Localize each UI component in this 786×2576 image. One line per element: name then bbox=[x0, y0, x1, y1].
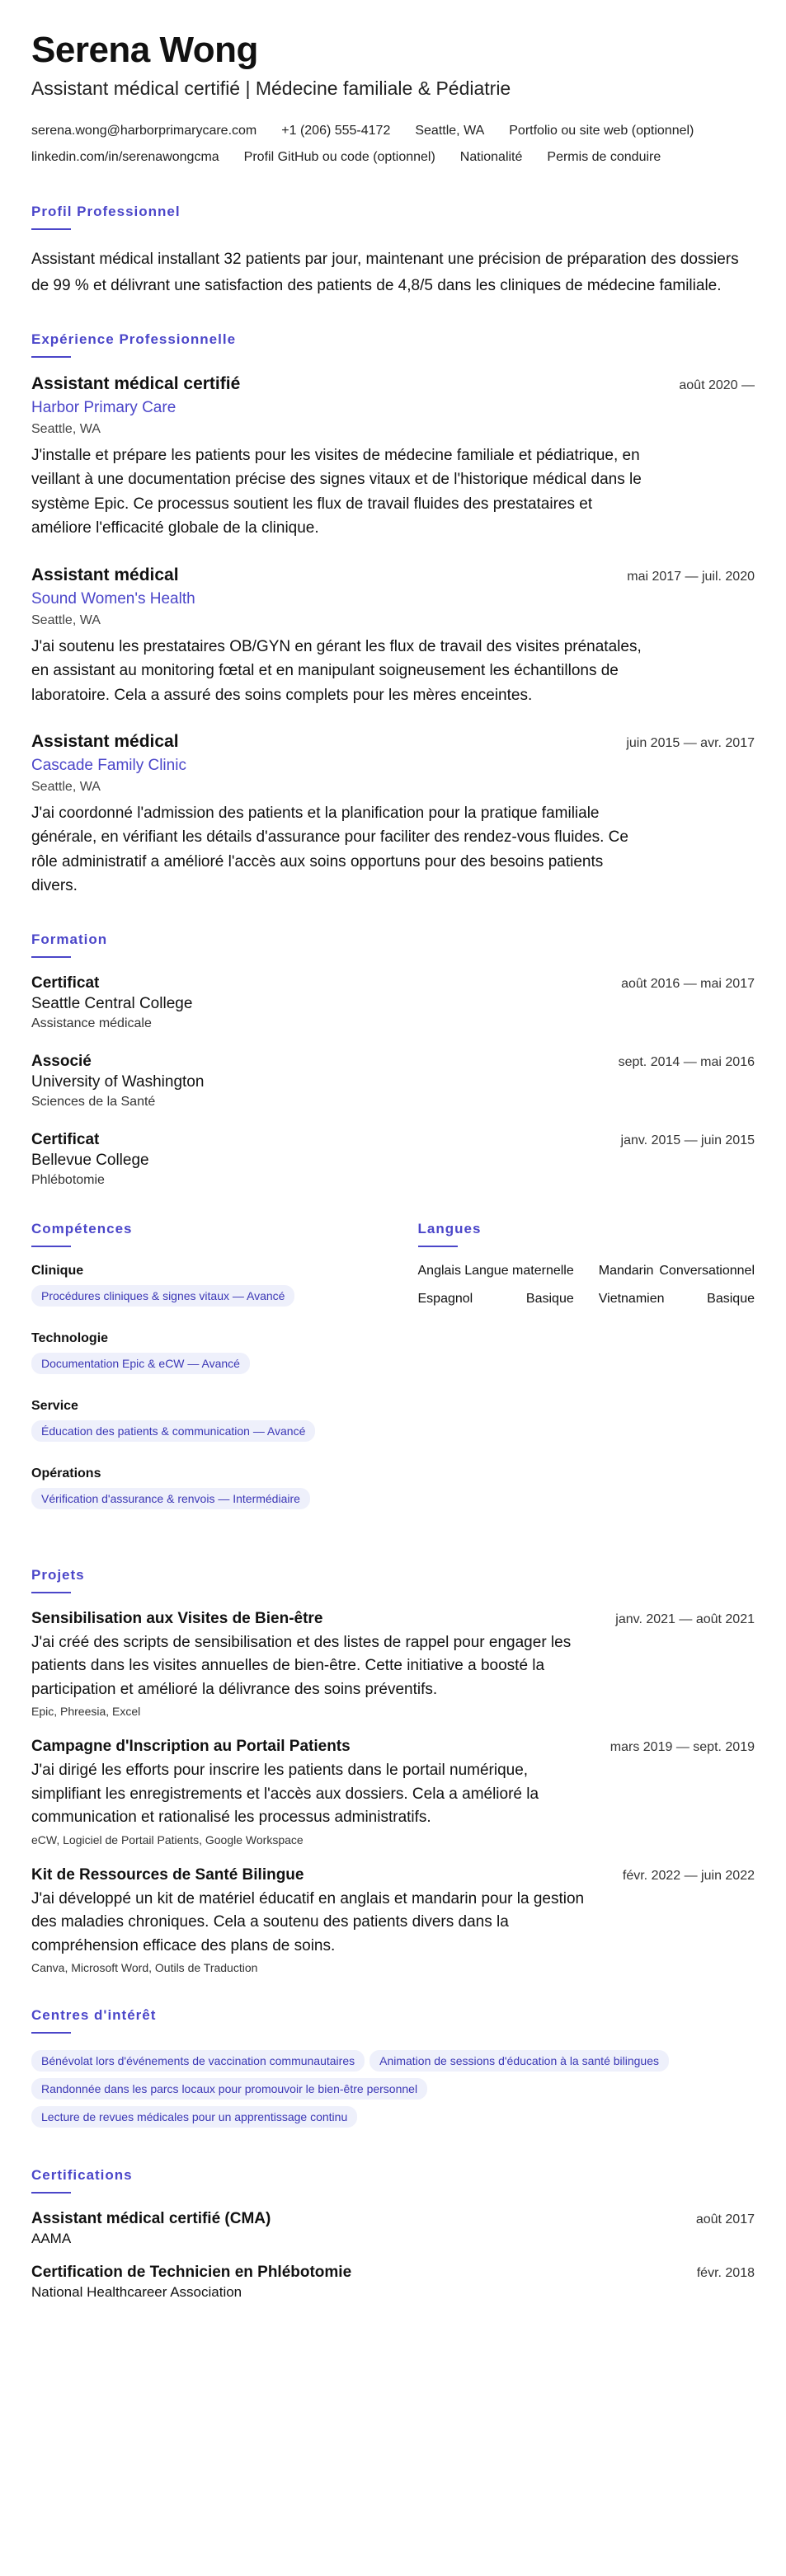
section-divider bbox=[31, 2032, 71, 2034]
skill-tag: Vérification d'assurance & renvois — Intermédiaire bbox=[31, 1488, 310, 1509]
section-title: Compétences bbox=[31, 1220, 133, 1236]
section-title: Expérience Professionnelle bbox=[31, 331, 237, 347]
language-item bbox=[599, 1264, 755, 1279]
job-title: Assistant médical bbox=[31, 565, 179, 584]
project-description: J'ai dirigé les efforts pour inscrire les patients dans le portail numérique, simplifiant les enregistrements et l'accès aux dossiers. Cela a amélioré la communication et rationalisé les processus administratifs. bbox=[31, 1762, 539, 1827]
certification-item bbox=[31, 2210, 755, 2247]
education-item bbox=[31, 1131, 755, 1188]
job-description: J'ai soutenu les prestataires OB/GYN en gérant les flux de travail des visites prénatales, en assistant au monitoring fœtal et en manipulant soigneusement les échantillons de laboratoire. Cela a assuré des soins complets pour les mères enceintes. bbox=[31, 637, 642, 704]
school-name: University of Washington bbox=[31, 1072, 205, 1091]
certification-item bbox=[31, 2264, 755, 2301]
language-item bbox=[599, 1292, 755, 1307]
job-title: Assistant médical bbox=[31, 731, 179, 751]
certification-date: févr. 2018 bbox=[696, 2266, 755, 2281]
job-title: Assistant médical certifié bbox=[31, 373, 241, 393]
section-divider bbox=[31, 1246, 71, 1247]
language-level: Basique bbox=[525, 1291, 574, 1306]
project-dates: mars 2019 — sept. 2019 bbox=[610, 1740, 755, 1755]
skill-category: Technologie bbox=[31, 1330, 109, 1345]
school-name: Bellevue College bbox=[31, 1151, 149, 1169]
job-location: Seattle, WA bbox=[31, 779, 101, 794]
certifications-section bbox=[31, 2167, 755, 2301]
language-item bbox=[418, 1264, 574, 1279]
resume-header bbox=[31, 31, 755, 171]
language-level: Langue maternelle bbox=[464, 1263, 574, 1278]
education-dates: sept. 2014 — mai 2016 bbox=[618, 1054, 755, 1069]
skill-category: Opérations bbox=[31, 1466, 101, 1480]
education-section bbox=[31, 931, 755, 1188]
section-divider bbox=[31, 356, 71, 358]
project-description: J'ai créé des scripts de sensibilisation et des listes de rappel pour engager les patients dans les visites annuelles de bien-être. Cette initiative a boosté la participation et amélioré la délivrance des soins préventifs. bbox=[31, 1633, 572, 1698]
project-description: J'ai développé un kit de matériel éducatif en anglais et mandarin pour la gestion des maladies chroniques. Cela a soutenu des patients divers dans la compréhension efficace des plans de soins. bbox=[31, 1889, 585, 1954]
contact-github[interactable]: Profil GitHub ou code (optionnel) bbox=[243, 150, 435, 165]
degree: Certificat bbox=[31, 1130, 100, 1148]
projects-section bbox=[31, 1567, 755, 1975]
project-item bbox=[31, 1610, 755, 1719]
degree: Certificat bbox=[31, 974, 100, 992]
language-item bbox=[418, 1292, 574, 1307]
interest-tag: Animation de sessions d'éducation à la santé bilingues bbox=[369, 2050, 669, 2072]
language-name: Anglais bbox=[417, 1263, 461, 1278]
section-title: Profil Professionnel bbox=[31, 204, 181, 220]
section-title: Certifications bbox=[31, 2167, 133, 2184]
field-of-study: Assistance médicale bbox=[31, 1016, 152, 1030]
skill-tag: Procédures cliniques & signes vitaux — Avancé bbox=[31, 1285, 294, 1307]
field-of-study: Sciences de la Santé bbox=[31, 1094, 156, 1109]
school-name: Seattle Central College bbox=[31, 994, 193, 1012]
project-dates: févr. 2022 — juin 2022 bbox=[622, 1868, 755, 1883]
experience-section bbox=[31, 331, 755, 899]
project-tools: Epic, Phreesia, Excel bbox=[31, 1705, 141, 1719]
contact-location: Seattle, WA bbox=[415, 124, 485, 138]
job-description: J'installe et prépare les patients pour les visites de médecine familiale et pédiatrique, en veillant à une documentation précise des signes vitaux et de l'historique médical dans le système Epic. Ce processus soutient les flux de travail fluides des prestataires et améliore l'efficacité globale de la clinique. bbox=[31, 446, 642, 537]
section-divider bbox=[31, 1592, 71, 1593]
language-level: Conversationnel bbox=[659, 1263, 755, 1278]
headline: Assistant médical certifié | Médecine familiale & Pédiatrie bbox=[31, 77, 511, 100]
job-dates: juin 2015 — avr. 2017 bbox=[626, 735, 755, 750]
certification-name: Assistant médical certifié (CMA) bbox=[31, 2210, 271, 2228]
interests-section bbox=[31, 2007, 755, 2134]
project-tools: Canva, Microsoft Word, Outils de Traduction bbox=[31, 1961, 258, 1975]
skill-group bbox=[31, 1466, 369, 1516]
education-item bbox=[31, 1053, 755, 1110]
language-name: Vietnamien bbox=[598, 1291, 665, 1306]
skill-tag: Éducation des patients & communication — Avancé bbox=[31, 1420, 315, 1442]
certification-date: août 2017 bbox=[695, 2212, 755, 2227]
section-divider bbox=[31, 228, 71, 230]
skill-group bbox=[31, 1399, 369, 1448]
interest-tag: Randonnée dans les parcs locaux pour promouvoir le bien-être personnel bbox=[31, 2078, 427, 2100]
certification-issuer: AAMA bbox=[31, 2231, 72, 2247]
contact-email[interactable]: serena.wong@harborprimarycare.com bbox=[31, 124, 257, 138]
skill-category: Clinique bbox=[31, 1263, 84, 1278]
section-title: Langues bbox=[417, 1220, 482, 1236]
summary-text: Assistant médical installant 32 patients par jour, maintenant une précision de préparation des dossiers de 99 % et délivrant une satisfaction des patients de 4,8/5 dans les cliniques de médecine familiale. bbox=[31, 251, 739, 294]
interest-tag: Lecture de revues médicales pour un apprentissage continu bbox=[31, 2106, 357, 2128]
experience-item bbox=[31, 732, 755, 899]
section-title: Projets bbox=[31, 1566, 85, 1583]
languages-section bbox=[418, 1221, 755, 1534]
skill-group bbox=[31, 1264, 369, 1313]
skills-section bbox=[31, 1221, 369, 1534]
employer-name: Cascade Family Clinic bbox=[31, 756, 186, 774]
summary-section bbox=[31, 204, 755, 298]
education-dates: août 2016 — mai 2017 bbox=[621, 976, 755, 991]
employer-name: Sound Women's Health bbox=[31, 589, 195, 608]
project-dates: janv. 2021 — août 2021 bbox=[615, 1612, 755, 1626]
project-name: Campagne d'Inscription au Portail Patients bbox=[31, 1738, 351, 1756]
project-item bbox=[31, 1866, 755, 1975]
skills-languages-row bbox=[31, 1221, 755, 1534]
project-name: Kit de Ressources de Santé Bilingue bbox=[31, 1865, 304, 1884]
skill-group bbox=[31, 1331, 369, 1381]
degree: Associé bbox=[31, 1052, 92, 1070]
project-name: Sensibilisation aux Visites de Bien-être bbox=[31, 1609, 323, 1627]
job-location: Seattle, WA bbox=[31, 421, 101, 436]
skill-category: Service bbox=[31, 1398, 78, 1413]
education-item bbox=[31, 974, 755, 1031]
employer-name: Harbor Primary Care bbox=[31, 398, 176, 416]
interest-tag: Bénévolat lors d'événements de vaccination communautaires bbox=[31, 2050, 365, 2072]
language-name: Espagnol bbox=[417, 1291, 473, 1306]
section-divider bbox=[31, 956, 71, 958]
job-dates: août 2020 — bbox=[679, 378, 755, 392]
job-description: J'ai coordonné l'admission des patients et la planification pour la pratique familiale générale, en vérifiant les détails d'assurance pour faciliter des rendez-vous fluides. Ce rôle administratif a amélioré l'accès aux soins opportuns pour des besoins patients divers. bbox=[31, 804, 628, 895]
experience-item bbox=[31, 374, 755, 541]
certification-issuer: National Healthcareer Association bbox=[31, 2284, 242, 2301]
language-level: Basique bbox=[707, 1291, 755, 1306]
certification-name: Certification de Technicien en Phlébotomie bbox=[31, 2264, 352, 2282]
contact-phone[interactable]: +1 (206) 555-4172 bbox=[281, 124, 391, 138]
project-item bbox=[31, 1738, 755, 1846]
skill-tag: Documentation Epic & eCW — Avancé bbox=[31, 1353, 250, 1374]
section-title: Formation bbox=[31, 931, 108, 947]
languages-list bbox=[418, 1264, 755, 1307]
contact-portfolio[interactable]: Portfolio ou site web (optionnel) bbox=[509, 124, 694, 138]
experience-item bbox=[31, 565, 755, 707]
section-title: Centres d'intérêt bbox=[31, 2007, 157, 2024]
project-tools: eCW, Logiciel de Portail Patients, Google Workspace bbox=[31, 1832, 304, 1846]
contact-info bbox=[31, 118, 755, 171]
contact-linkedin[interactable]: linkedin.com/in/serenawongcma bbox=[31, 150, 219, 165]
section-divider bbox=[418, 1246, 458, 1247]
contact-driving-license: Permis de conduire bbox=[547, 150, 661, 165]
job-dates: mai 2017 — juil. 2020 bbox=[627, 569, 755, 584]
job-location: Seattle, WA bbox=[31, 612, 101, 627]
section-divider bbox=[31, 2192, 71, 2194]
contact-nationality: Nationalité bbox=[459, 150, 523, 165]
education-dates: janv. 2015 — juin 2015 bbox=[620, 1133, 755, 1147]
language-name: Mandarin bbox=[598, 1263, 654, 1278]
interests-list bbox=[31, 2050, 755, 2134]
field-of-study: Phlébotomie bbox=[31, 1172, 105, 1187]
candidate-name: Serena Wong bbox=[31, 30, 258, 70]
